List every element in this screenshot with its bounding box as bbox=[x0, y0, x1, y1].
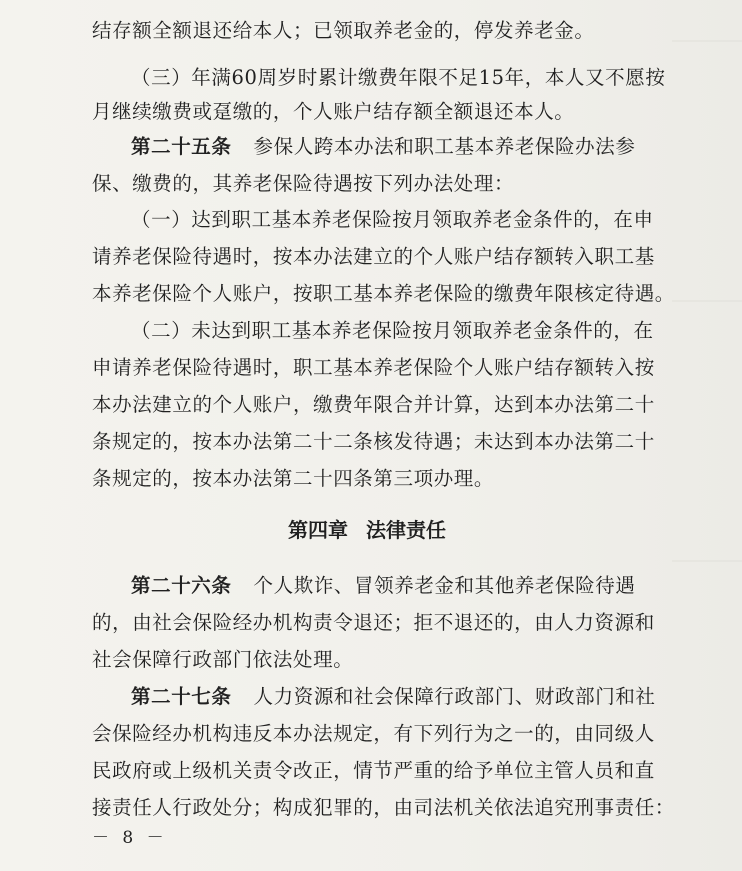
chapter-number: 第四章 bbox=[288, 518, 348, 542]
article-label: 第二十五条 bbox=[131, 135, 232, 158]
body-line: 条规定的，按本办法第二十四条第三项办理。 bbox=[92, 467, 495, 490]
article-line bbox=[131, 133, 635, 161]
body-line: 本办法建立的个人账户，缴费年限合并计算，达到本办法第二十 bbox=[92, 393, 655, 416]
chapter-heading bbox=[288, 516, 446, 544]
body-line: 接责任人行政处分；构成犯罪的，由司法机关依法追究刑事责任： bbox=[92, 796, 675, 819]
body-line: 的，由社会保险经办机构责令退还；拒不退还的，由人力资源和 bbox=[92, 611, 655, 634]
scan-artifact bbox=[672, 300, 742, 302]
scan-artifact bbox=[672, 560, 742, 562]
article-text: 人力资源和社会保障行政部门、财政部门和社 bbox=[253, 685, 656, 708]
article-label: 第二十六条 bbox=[131, 574, 232, 597]
body-line: 请养老保险待遇时，按本办法建立的个人账户结存额转入职工基 bbox=[92, 245, 655, 268]
article-line bbox=[131, 683, 656, 711]
body-line: （二）未达到职工基本养老保险按月领取养老金条件的，在 bbox=[131, 319, 654, 342]
body-line: 本养老保险个人账户，按职工基本养老保险的缴费年限核定待遇。 bbox=[92, 282, 675, 305]
body-line: 月继续缴费或趸缴的，个人账户结存额全额退还本人。 bbox=[92, 100, 575, 123]
chapter-title: 法律责任 bbox=[366, 518, 446, 542]
body-line: 社会保障行政部门依法处理。 bbox=[92, 648, 354, 671]
body-line: （一）达到职工基本养老保险按月领取养老金条件的，在申 bbox=[131, 208, 654, 231]
body-line: 结存额全额退还给本人；已领取养老金的，停发养老金。 bbox=[92, 19, 595, 42]
page-number: － 8 － bbox=[92, 828, 168, 848]
body-line: （三）年满60周岁时累计缴费年限不足15年，本人又不愿按 bbox=[131, 66, 666, 89]
article-label: 第二十七条 bbox=[131, 685, 232, 708]
body-line: 民政府或上级机关责令改正，情节严重的给予单位主管人员和直 bbox=[92, 759, 655, 782]
body-line: 保、缴费的，其养老保险待遇按下列办法处理： bbox=[92, 172, 515, 195]
body-line: 申请养老保险待遇时，职工基本养老保险个人账户结存额转入按 bbox=[92, 356, 655, 379]
article-text: 个人欺诈、冒领养老金和其他养老保险待遇 bbox=[253, 574, 636, 597]
scan-artifact bbox=[672, 40, 742, 42]
body-line: 会保险经办机构违反本办法规定，有下列行为之一的，由同级人 bbox=[92, 722, 655, 745]
article-text: 参保人跨本办法和职工基本养老保险办法参 bbox=[253, 135, 636, 158]
article-line bbox=[131, 572, 635, 600]
body-line: 条规定的，按本办法第二十二条核发待遇；未达到本办法第二十 bbox=[92, 430, 655, 453]
